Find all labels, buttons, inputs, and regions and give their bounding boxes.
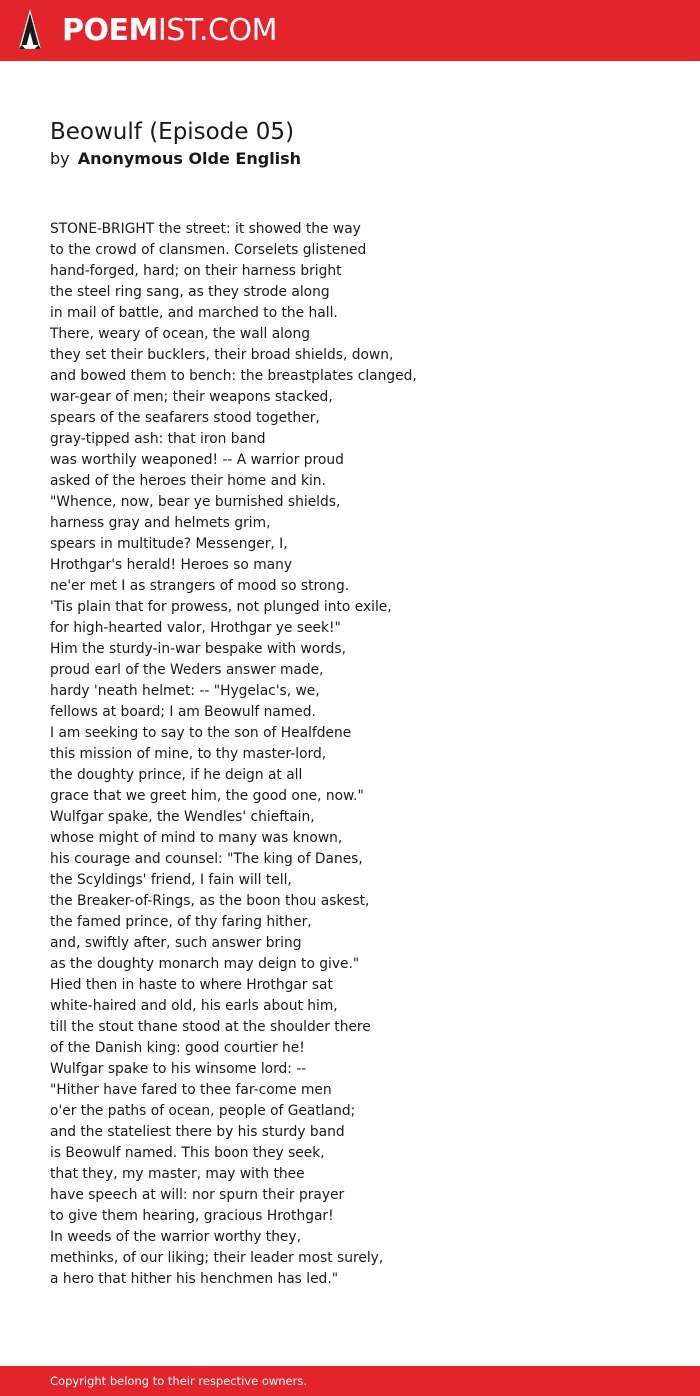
site-footer	[0, 1366, 700, 1396]
pencil-nib-icon	[17, 9, 43, 51]
by-label: by	[50, 149, 70, 168]
poem-line: and, swiftly after, such answer bring	[50, 935, 302, 951]
copyright-text: Copyright belong to their respective owners.	[50, 1374, 308, 1388]
site-logo-text	[62, 13, 277, 48]
poem-line: they set their bucklers, their broad shields, down,	[50, 347, 394, 363]
poem-line: spears in multitude? Messenger, I,	[50, 536, 288, 552]
poem-line: proud earl of the Weders answer made,	[50, 662, 324, 678]
poem-line: and bowed them to bench: the breastplates clanged,	[50, 368, 417, 384]
poem-line: Hrothgar's herald! Heroes so many	[50, 557, 293, 573]
poem-line: that they, my master, may with thee	[50, 1166, 305, 1182]
site-logo[interactable]	[17, 9, 277, 51]
logo-text-light: IST.COM	[157, 13, 277, 48]
site-header	[0, 0, 700, 61]
logo-text-bold: POEM	[62, 13, 158, 48]
poem-line: gray-tipped ash: that iron band	[50, 431, 266, 447]
poem-line: hardy 'neath helmet: -- "Hygelac's, we,	[50, 683, 320, 699]
poem-line: I am seeking to say to the son of Healfdene	[50, 725, 352, 741]
poem-line: have speech at will: nor spurn their prayer	[50, 1187, 345, 1203]
poem-title: Beowulf (Episode 05)	[50, 119, 295, 145]
poem-line: spears of the seafarers stood together,	[50, 410, 320, 426]
poem-line: o'er the paths of ocean, people of Geatland;	[50, 1103, 356, 1119]
poem-line: was worthily weaponed! -- A warrior proud	[50, 452, 344, 468]
poem-line: asked of the heroes their home and kin.	[50, 473, 326, 489]
poem-line: "Whence, now, bear ye burnished shields,	[50, 494, 341, 510]
poem-line: his courage and counsel: "The king of Danes,	[50, 851, 363, 867]
poem-line: ne'er met I as strangers of mood so strong.	[50, 578, 350, 594]
poem-author[interactable]: Anonymous Olde English	[77, 149, 302, 168]
poem-line: Wulfgar spake, the Wendles' chieftain,	[50, 809, 315, 825]
poem-line: grace that we greet him, the good one, now."	[50, 788, 364, 804]
poem-line: to give them hearing, gracious Hrothgar!	[50, 1208, 334, 1224]
poem-line: for high-hearted valor, Hrothgar ye seek!"	[50, 620, 341, 636]
poem-line: hand-forged, hard; on their harness bright	[50, 263, 342, 279]
poem-line: "Hither have fared to thee far-come men	[50, 1082, 332, 1098]
poem-line: this mission of mine, to thy master-lord,	[50, 746, 327, 762]
poem-line: war-gear of men; their weapons stacked,	[50, 389, 333, 405]
poem-line: fellows at board; I am Beowulf named.	[50, 704, 316, 720]
poem-line: STONE-BRIGHT the street: it showed the way	[50, 221, 361, 237]
poem-line: white-haired and old, his earls about him,	[50, 998, 338, 1014]
poem-line: as the doughty monarch may deign to give."	[50, 956, 360, 972]
poem-line: and the stateliest there by his sturdy band	[50, 1124, 345, 1140]
poem-line: There, weary of ocean, the wall along	[50, 326, 310, 342]
poem-line: in mail of battle, and marched to the hall.	[50, 305, 338, 321]
poem-line: to the crowd of clansmen. Corselets glistened	[50, 242, 367, 258]
poem-line: whose might of mind to many was known,	[50, 830, 343, 846]
poem-line: the doughty prince, if he deign at all	[50, 767, 303, 783]
poem-line: methinks, of our liking; their leader most surely,	[50, 1250, 384, 1266]
poem-line: a hero that hither his henchmen has led."	[50, 1271, 339, 1287]
poem-body	[50, 219, 670, 1290]
poem-line: is Beowulf named. This boon they seek,	[50, 1145, 325, 1161]
poem-line: Hied then in haste to where Hrothgar sat	[50, 977, 333, 993]
poem-line: Him the sturdy-in-war bespake with words,	[50, 641, 347, 657]
poem-byline	[50, 148, 301, 170]
poem-line: the Scyldings' friend, I fain will tell,	[50, 872, 292, 888]
poem-line: the steel ring sang, as they strode along	[50, 284, 330, 300]
poem-line: of the Danish king: good courtier he!	[50, 1040, 305, 1056]
poem-line: harness gray and helmets grim,	[50, 515, 271, 531]
poem-line: the famed prince, of thy faring hither,	[50, 914, 312, 930]
poem-line: till the stout thane stood at the shoulder there	[50, 1019, 371, 1035]
poem-line: Wulfgar spake to his winsome lord: --	[50, 1061, 307, 1077]
poem-line: In weeds of the warrior worthy they,	[50, 1229, 301, 1245]
poem-line: 'Tis plain that for prowess, not plunged into exile,	[50, 599, 392, 615]
poem-line: the Breaker-of-Rings, as the boon thou askest,	[50, 893, 370, 909]
